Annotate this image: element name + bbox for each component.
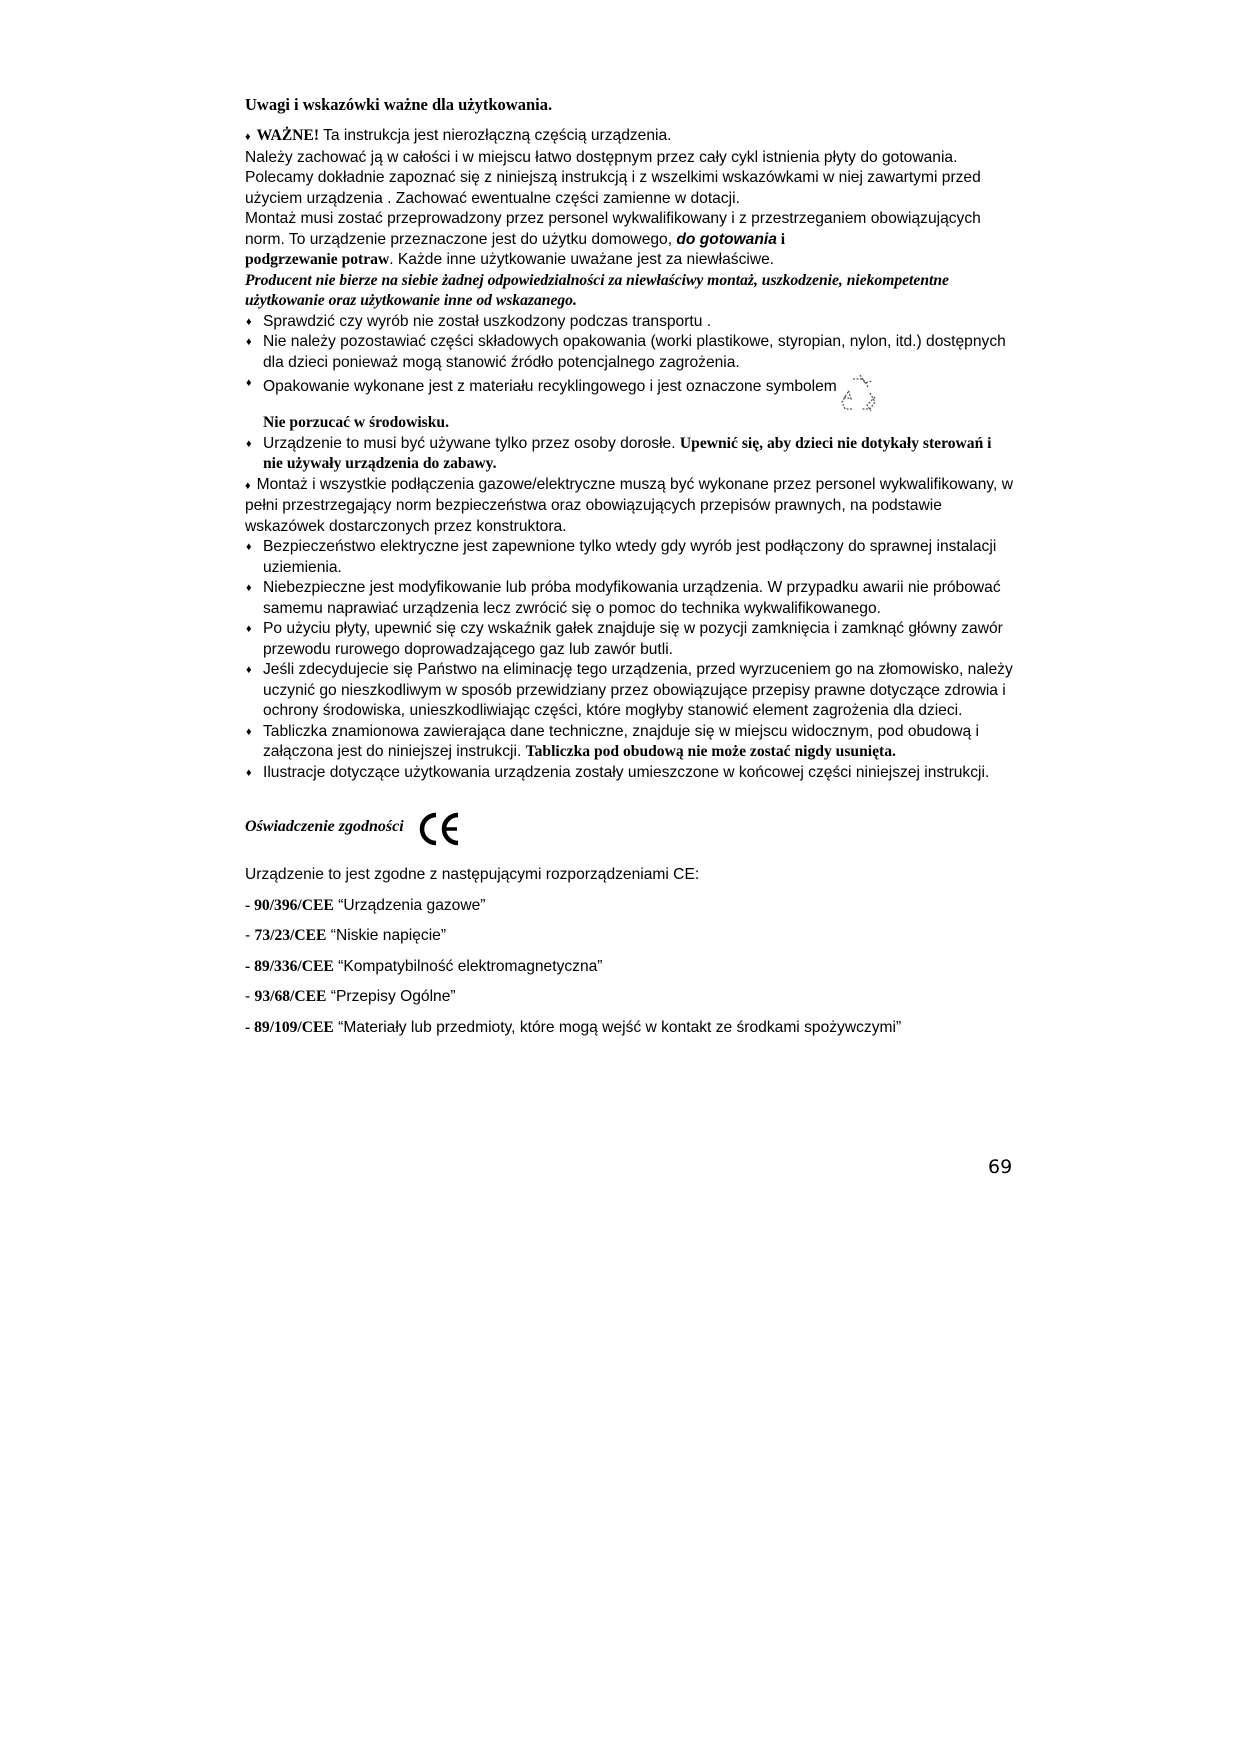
list-item bbox=[245, 434, 1015, 475]
diamond-bullet-icon: ♦ bbox=[246, 766, 252, 779]
regulation-dash: - bbox=[245, 1018, 255, 1036]
regulation-name: “Niskie napięcie” bbox=[326, 927, 447, 944]
regulations-list bbox=[245, 896, 1015, 1039]
regulation-item bbox=[245, 1018, 1015, 1039]
declaration-intro: Urządzenie to jest zgodne z następującymi rozporządzeniami CE: bbox=[245, 866, 700, 883]
paragraph-connections bbox=[245, 475, 1015, 538]
regulation-dash: - bbox=[245, 988, 255, 1005]
regulation-dash: - bbox=[245, 957, 255, 975]
cooking-emphasis: do gotowania bbox=[676, 230, 777, 248]
regulation-item bbox=[245, 926, 1015, 947]
list-item-text: Nie należy pozostawiać części składowych opakowania (worki plastikowe, styropian, nylon, itd.) dostępnych dla dzieci ponieważ mogą stanowić źródło potencjalnego zagrożenia. bbox=[263, 333, 1006, 371]
list-item-text: Jeśli zdecydujecie się Państwo na eliminację tego urządzenia, przed wyrzuceniem go na złomowisko, należy uczynić go nieszkodliwym w sposób przewidziany przez obowiązujące przepisy prawne dotyczące zdrowia i ochrony środowiska, unieszkodliwiając części, które mogłyby stanowić element zagrożenia dla dzieci. bbox=[263, 661, 1013, 719]
diamond-bullet-icon: ♦ bbox=[246, 623, 252, 635]
regulation-code: 89/336/CEE bbox=[254, 957, 334, 975]
regulation-item bbox=[245, 896, 1015, 917]
important-notice bbox=[245, 126, 1015, 148]
section-title: Uwagi i wskazówki ważne dla użytkowania. bbox=[245, 95, 553, 114]
installation-conjunction: i bbox=[776, 230, 786, 248]
list-item-text: Opakowanie wykonane jest z materiału recyklingowego i jest oznaczone symbolem bbox=[263, 378, 837, 395]
list-item-text: Bezpieczeństwo elektryczne jest zapewnione tylko wtedy gdy wyrób jest podłączony do sprawnej instalacji uziemienia. bbox=[263, 538, 997, 576]
list-item bbox=[245, 537, 1015, 578]
regulation-dash: - bbox=[245, 896, 255, 914]
diamond-bullet-icon: ♦ bbox=[245, 131, 251, 143]
paragraph-read-instructions: Polecamy dokładnie zapoznać się z niniejszą instrukcją i z wszelkimi wskazówkami w niej zawartymi przed użyciem urządzenia . Zachować ewentualne części zamienne w dotacji. bbox=[245, 169, 981, 207]
list-item-text: Sprawdzić czy wyrób nie został uszkodzony podczas transportu . bbox=[263, 312, 712, 330]
connections-text: Montaż i wszystkie podłączenia gazowe/elektryczne muszą być wykonane przez personel wykwalifikowany, w pełni przestrzegający norm bezpieczeństwa oraz obowiązujących przepisów prawnych, na podstawie wskazówek dostarczonych przez konstruktora. bbox=[245, 475, 1013, 535]
list-item bbox=[245, 722, 1015, 763]
regulation-name: “Urządzenia gazowe” bbox=[333, 896, 486, 914]
list-item bbox=[245, 763, 1015, 784]
regulation-name: “Przepisy Ogólne” bbox=[326, 988, 456, 1005]
declaration-heading: Oświadczenie zgodności bbox=[245, 817, 404, 835]
diamond-bullet-icon: ♦ bbox=[246, 541, 252, 553]
regulation-code: 89/109/CEE bbox=[254, 1018, 334, 1036]
regulation-code: 93/68/CEE bbox=[254, 988, 327, 1005]
list-item bbox=[245, 373, 1015, 434]
list-item-text: Urządzenie to musi być używane tylko przez osoby dorosłe. bbox=[263, 434, 680, 452]
regulation-name: “Materiały lub przedmioty, które mogą wejść w kontakt ze środkami spożywczymi” bbox=[333, 1018, 902, 1036]
paragraph-installation bbox=[245, 209, 1015, 271]
regulation-name: “Kompatybilność elektromagnetyczna” bbox=[333, 957, 603, 975]
list-item-emphasis: Tabliczka pod obudową nie może zostać nigdy usunięta. bbox=[525, 743, 896, 760]
safety-list bbox=[245, 312, 1015, 475]
regulation-item bbox=[245, 987, 1015, 1008]
diamond-bullet-icon: ♦ bbox=[246, 664, 252, 676]
list-item bbox=[245, 619, 1015, 660]
list-item bbox=[245, 660, 1015, 722]
regulation-code: 90/396/CEE bbox=[254, 896, 334, 914]
recycle-symbol-icon bbox=[839, 373, 881, 413]
diamond-bullet-icon: ♦ bbox=[246, 315, 252, 328]
list-item-text: Niebezpieczne jest modyfikowanie lub próba modyfikowania urządzenia. W przypadku awarii nie próbować samemu naprawiać urządzenia lecz zwrócić się o pomoc do technika wykwalifikowanego. bbox=[263, 579, 1001, 617]
paragraph-keep-manual: Należy zachować ją w całości i w miejscu łatwo dostępnym przez cały cykl istnienia płyty do gotowania. bbox=[245, 148, 958, 166]
regulation-dash: - bbox=[245, 927, 255, 944]
diamond-bullet-icon: ♦ bbox=[246, 582, 252, 594]
list-item-emphasis: Upewnić się, aby dzieci nie dotykały sterowań i nie używały urządzenia do zabawy. bbox=[263, 434, 992, 472]
diamond-bullet-icon: ♦ bbox=[246, 377, 252, 389]
document-content bbox=[245, 94, 1015, 1038]
regulation-code: 73/23/CEE bbox=[254, 927, 327, 944]
important-label: WAŻNE! bbox=[256, 127, 320, 144]
diamond-bullet-icon: ♦ bbox=[246, 437, 252, 450]
declaration-heading-row bbox=[245, 805, 1015, 849]
installation-text: Montaż musi zostać przeprowadzony przez personel wykwalifikowany i z przestrzeganiem obowiązujących norm. To urządzenie przeznaczone jest do użytku domowego, bbox=[245, 210, 981, 248]
installation-text-end: . Każde inne użytkowanie uważane jest za niewłaściwe. bbox=[389, 251, 775, 268]
regulation-item bbox=[245, 957, 1015, 978]
list-item-emphasis: Nie porzucać w środowisku. bbox=[263, 414, 449, 431]
manufacturer-disclaimer: Producent nie bierze na siebie żadnej odpowiedzialności za niewłaściwy montaż, uszkodzenie, niekompetentne użytkowanie oraz użytkowanie inne od wskazanego. bbox=[245, 271, 949, 309]
heating-emphasis: podgrzewanie potraw bbox=[245, 251, 390, 268]
list-item bbox=[245, 578, 1015, 619]
list-item bbox=[245, 312, 1015, 333]
list-item bbox=[245, 332, 1015, 373]
list-item-text: Ilustracje dotyczące użytkowania urządzenia zostały umieszczone w końcowej części niniejszej instrukcji. bbox=[263, 763, 990, 781]
ce-mark-icon bbox=[416, 809, 462, 849]
list-item-text: Po użyciu płyty, upewnić się czy wskaźnik gałek znajduje się w pozycji zamknięcia i zamknąć główny zawór przewodu rurowego doprowadzającego gaz lub zawór butli. bbox=[263, 620, 1003, 658]
important-text: Ta instrukcja jest nierozłączną częścią urządzenia. bbox=[319, 127, 672, 144]
safety-list-continued bbox=[245, 537, 1015, 783]
list-item-text: Tabliczka znamionowa zawierająca dane techniczne, znajduje się w miejscu widocznym, pod obudową i załączona jest do niniejszej instrukcji. bbox=[263, 722, 979, 760]
diamond-bullet-icon: ♦ bbox=[245, 479, 251, 492]
diamond-bullet-icon: ♦ bbox=[246, 336, 252, 348]
diamond-bullet-icon: ♦ bbox=[246, 725, 252, 738]
page-number: 69 bbox=[988, 1156, 1013, 1178]
